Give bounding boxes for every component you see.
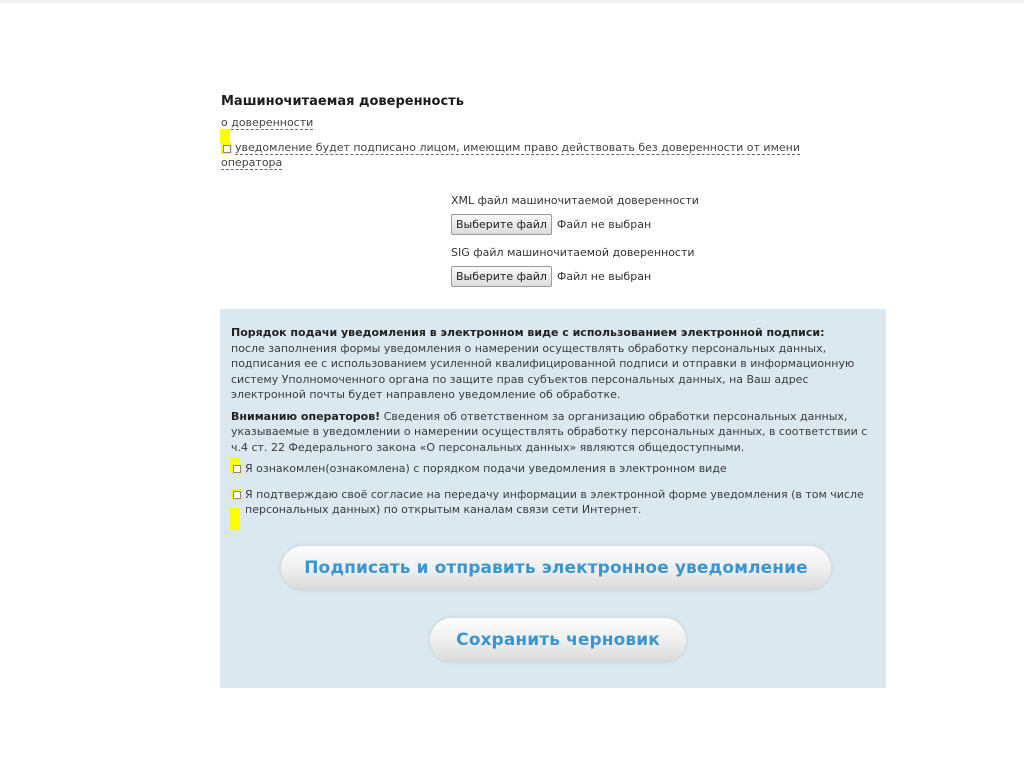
consent-row [231,487,881,518]
sig-file-row [451,266,851,287]
xml-file-label: XML файл машиночитаемой доверенности [451,194,699,207]
auth-checkbox-row [221,140,831,170]
auth-checkbox-label[interactable]: уведомление будет подписано лицом, имеющим право действовать без доверенности от имени оператора [221,141,800,169]
top-divider [0,0,1024,3]
xml-file-row [451,214,851,235]
acknowledge-label[interactable]: Я ознакомлен(ознакомлена) с порядком подачи уведомления в электронном виде [245,462,727,475]
xml-file-status: Файл не выбран [556,218,652,231]
attention-heading: Вниманию операторов! [231,409,381,423]
sig-choose-file-button[interactable]: Выберите файл [451,266,552,287]
save-draft-button[interactable]: Сохранить черновик [430,618,686,662]
sig-file-status: Файл не выбран [556,270,652,283]
procedure-heading: Порядок подачи уведомления в электронном виде с использованием электронной подписи: [231,326,825,339]
consent-label[interactable]: Я подтверждаю своё согласие на передачу информации в электронной форме уведомления (в том числе персональных данных) по открытым каналам связи сети Интернет. [245,487,864,516]
xml-choose-file-button[interactable]: Выберите файл [451,214,552,235]
sign-and-send-button[interactable]: Подписать и отправить электронное уведомление [281,546,831,590]
attention-text: Сведения об ответственном за организацию обработки персональных данных, указываемые в уведомлении о намерении осуществлять обработку персональных данных, в соответствии с ч.4 ст. 22 Федерального закона «О персональных данных» являются общедоступными. [231,409,868,454]
submission-panel [220,309,886,688]
consent-checkbox[interactable] [231,489,242,500]
sig-file-label: SIG файл машиночитаемой доверенности [451,246,695,259]
section-title: Машиночитаемая доверенность [221,94,464,109]
power-of-attorney-section [221,93,841,130]
about-poa-link[interactable]: о доверенности [221,116,314,129]
auth-checkbox[interactable] [221,143,232,154]
file-upload-block [451,192,851,296]
acknowledge-row [231,461,881,477]
procedure-text: после заполнения формы уведомления о намерении осуществлять обработку персональных данных, подписания ее с использованием усиленной квалифицированной подписи и отправки в информационную систему Уполномоченного органа по защите прав субъектов персональных данных, на Ваш адрес электронной почты будет направлено уведомление об обработке. [231,341,855,401]
acknowledge-checkbox[interactable] [231,463,242,474]
procedure-paragraph [231,325,881,403]
attention-paragraph [231,409,881,456]
